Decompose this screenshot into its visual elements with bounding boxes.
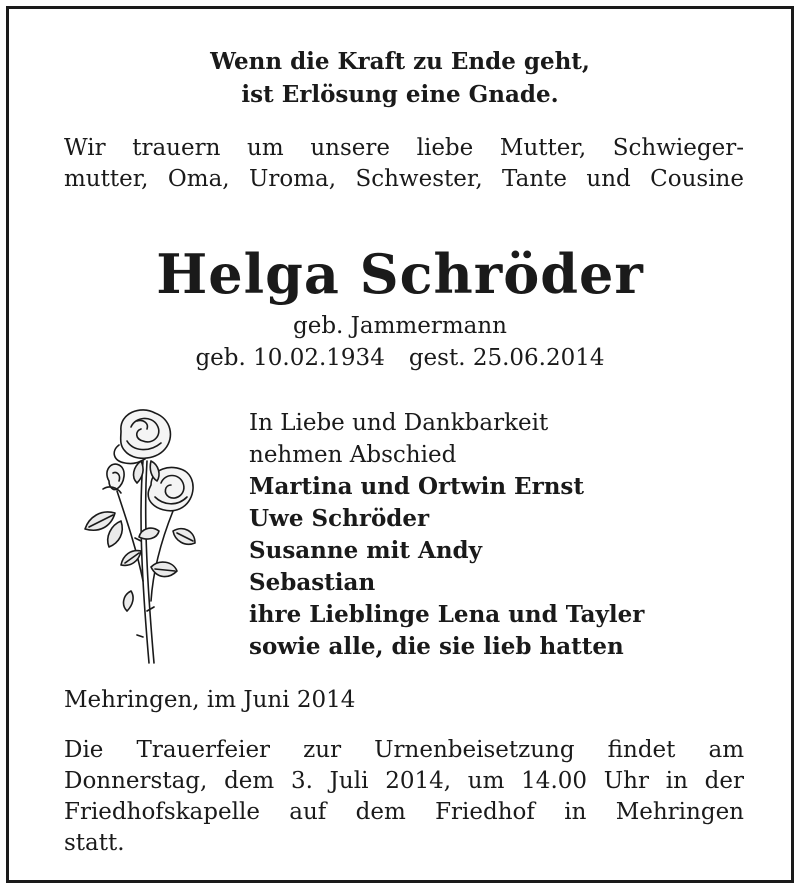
mourner-name: sowie alle, die sie lieb hatten (249, 633, 624, 660)
obituary-frame (6, 6, 794, 883)
death-date: gest. 25.06.2014 (408, 345, 605, 371)
life-dates (9, 343, 791, 373)
mourner-name: ihre Lieblinge Lena und Tayler (249, 601, 645, 628)
mourners-intro-1: In Liebe und Dankbarkeit (249, 410, 549, 436)
ceremony-line-1: Die Trauerfeier zur Urnenbeisetzung findet am (64, 737, 744, 763)
mourner-name: Martina und Ortwin Ernst (249, 473, 584, 500)
mourner-name: Sebastian (249, 569, 376, 596)
ceremony-line-3: Friedhofskapelle auf dem Friedhof in Mehringen (64, 799, 744, 825)
rose-illustration-icon (81, 401, 199, 671)
motto-line-2: ist Erlösung eine Gnade. (241, 81, 559, 108)
birth-name: geb. Jammermann (293, 313, 507, 339)
motto (9, 45, 791, 111)
motto-line-1: Wenn die Kraft zu Ende geht, (210, 48, 590, 75)
place-date: Mehringen, im Juni 2014 (64, 687, 356, 713)
ceremony-line-2: Donnerstag, dem 3. Juli 2014, um 14.00 Uhr in der (64, 768, 744, 794)
ceremony-text (64, 735, 744, 859)
deceased-name: Helga Schröder (156, 242, 644, 306)
mourners-block (249, 407, 769, 663)
birth-date: geb. 10.02.1934 (195, 345, 385, 371)
intro-line-1: Wir trauern um unsere liebe Mutter, Schwieger- (64, 135, 744, 161)
intro-text (64, 133, 744, 195)
mourner-name: Uwe Schröder (249, 505, 430, 532)
intro-line-2: mutter, Oma, Uroma, Schwester, Tante und Cousine (64, 166, 744, 192)
mourners-intro-2: nehmen Abschied (249, 442, 457, 468)
ceremony-line-4: statt. (64, 830, 125, 856)
mourner-name: Susanne mit Andy (249, 537, 482, 564)
